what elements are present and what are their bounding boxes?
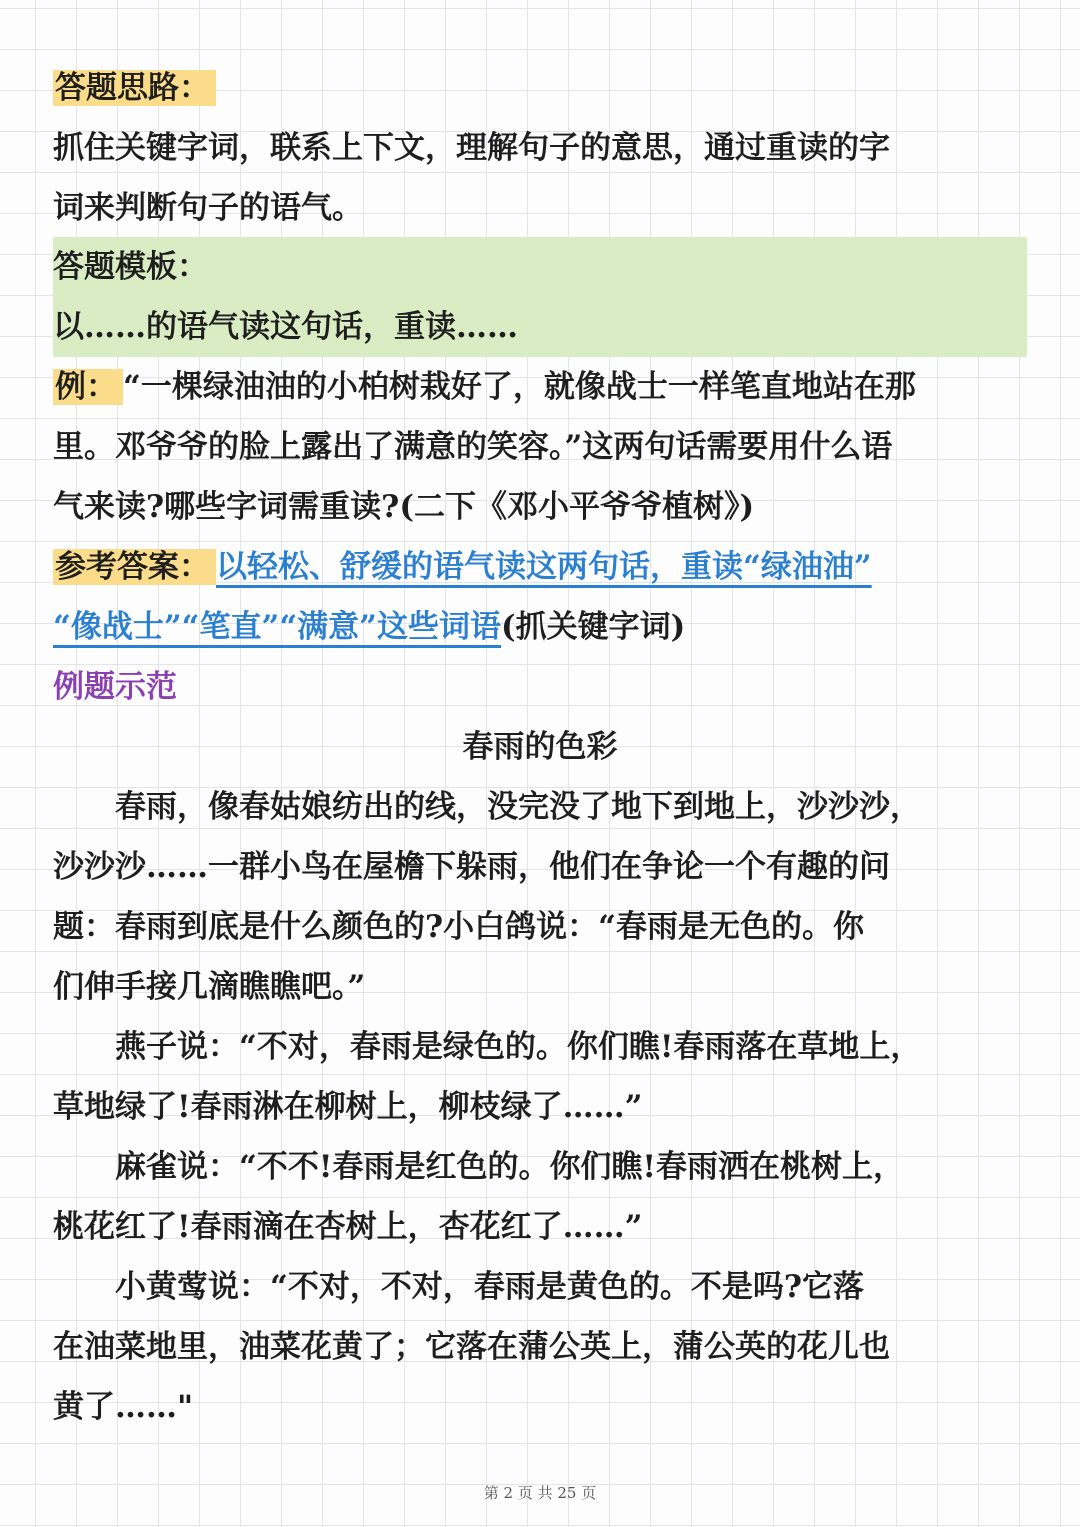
story-line: 们伸手接几滴瞧瞧吧。” [53, 969, 366, 1005]
answer-label: 参考答案： [53, 549, 216, 585]
thinking-section [53, 58, 1033, 238]
story-line: 草地绿了!春雨淋在柳树上，柳枝绿了……” [53, 1089, 643, 1125]
demo-heading [53, 657, 1033, 717]
story-line: 春雨，像春姑娘纺出的线，没完没了地下到地上，沙沙沙， [115, 789, 921, 825]
page-footer: 第 2 页 共 25 页 [483, 1484, 597, 1502]
story-line: 燕子说：“不对，春雨是绿色的。你们瞧!春雨落在草地上， [115, 1029, 922, 1065]
story-title: 春雨的色彩 [462, 729, 618, 765]
thinking-text-line2: 词来判断句子的语气。 [53, 190, 363, 226]
example-line1: “一棵绿油油的小柏树栽好了，就像战士一样笔直地站在那 [123, 369, 916, 405]
answer-line1: 以轻松、舒缓的语气读这两句话，重读“绿油油” [216, 549, 872, 585]
template-text: 以……的语气读这句话，重读…… [53, 309, 518, 345]
example-line3: 气来读?哪些字词需重读?(二下《邓小平爷爷植树》) [53, 489, 755, 525]
thinking-text-line1: 抓住关键字词，联系上下文，理解句子的意思，通过重读的字 [53, 130, 890, 166]
answer-section [53, 537, 1033, 657]
story-line: 小黄莺说：“不对，不对，春雨是黄色的。不是吗?它落 [115, 1269, 864, 1305]
story-line: 沙沙沙……一群小鸟在屋檐下躲雨，他们在争论一个有趣的问 [53, 849, 890, 885]
story-body [53, 777, 1033, 1437]
story-line: 麻雀说：“不不!春雨是红色的。你们瞧!春雨洒在桃树上， [115, 1149, 905, 1185]
story-line: 题：春雨到底是什么颜色的?小白鸽说：“春雨是无色的。你 [53, 909, 864, 945]
template-section [53, 237, 1027, 357]
story-line: 桃花红了!春雨滴在杏树上，杏花红了……” [53, 1209, 643, 1245]
demo-heading-text: 例题示范 [53, 669, 177, 705]
example-section [53, 357, 1033, 537]
example-label: 例： [53, 369, 123, 405]
story-line: 黄了……" [53, 1389, 194, 1425]
story-line: 在油菜地里，油菜花黄了；它落在蒲公英上，蒲公英的花儿也 [53, 1329, 890, 1365]
example-line2: 里。邓爷爷的脸上露出了满意的笑容。”这两句话需要用什么语 [53, 429, 893, 465]
thinking-label: 答题思路： [53, 70, 216, 106]
template-label: 答题模板： [53, 249, 208, 285]
answer-line2-rest: (抓关键字词) [501, 609, 686, 645]
answer-line2-highlight: “像战士”“笔直”“满意”这些词语 [53, 609, 501, 645]
